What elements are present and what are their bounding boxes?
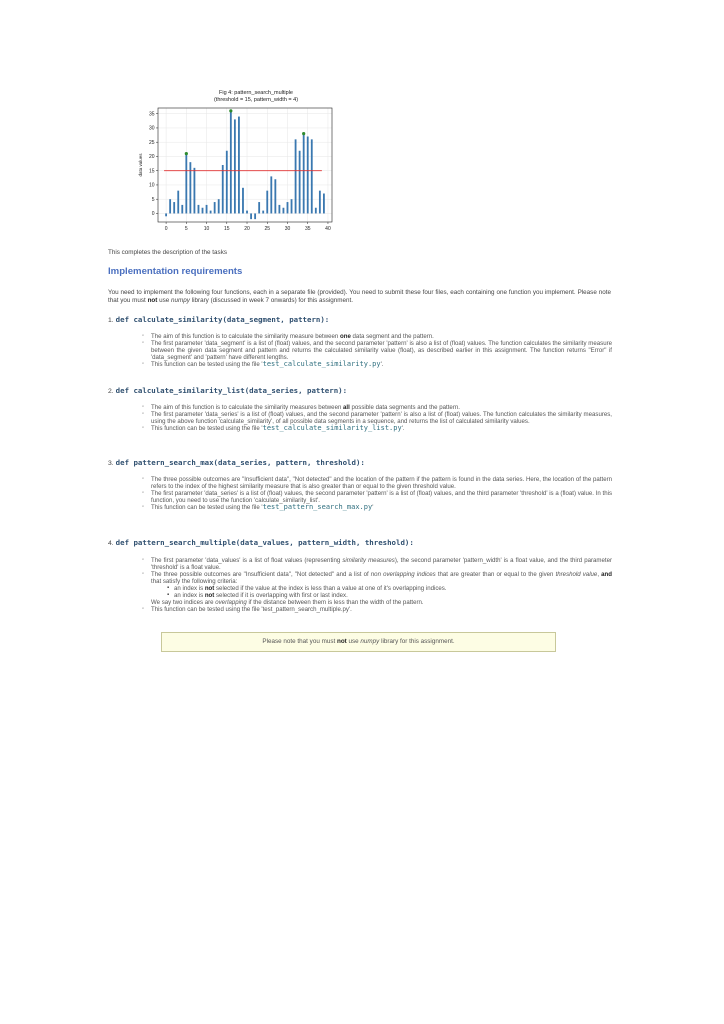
bar — [189, 162, 191, 213]
peak-marker — [229, 109, 232, 112]
intro-text-a: You need to implement the following four functions, each in a separate file (provided). You need to submit these four files, each containing one function you implement. Please note that you must — [108, 289, 611, 304]
text-span: This function can be tested using the file ' — [151, 361, 263, 368]
y-tick-label: 0 — [151, 211, 155, 218]
bold-span: one — [340, 333, 351, 340]
bar — [206, 205, 208, 214]
figure-pattern-search-multiple — [136, 90, 336, 235]
bar — [181, 205, 183, 214]
intro-not: not — [147, 296, 158, 304]
y-tick-label: 5 — [151, 196, 155, 203]
bar — [307, 137, 309, 214]
italic-span: non overlapping indices — [370, 571, 436, 578]
intro-text-c: library (discussed in week 7 onwards) for this assignment. — [189, 296, 354, 304]
bar — [202, 208, 204, 214]
x-tick-label: 0 — [164, 226, 168, 232]
list-item — [142, 404, 612, 411]
bar — [250, 213, 252, 219]
bar — [214, 202, 216, 213]
bar — [169, 199, 171, 213]
text-span: data segment and the pattern. — [350, 333, 434, 340]
bar — [299, 151, 301, 214]
text-span: We say two indices are — [151, 599, 216, 606]
x-tick-label: 25 — [264, 226, 271, 232]
bar — [303, 134, 305, 214]
function-1-bullets — [142, 333, 612, 368]
bold-span: all — [343, 404, 350, 411]
bar — [274, 179, 276, 213]
y-tick-label: 30 — [148, 125, 155, 132]
text-span: library for this assignment. — [379, 638, 455, 645]
list-item — [167, 585, 612, 592]
function-3-signature: def pattern_search_max(data_series, pattern, threshold): — [115, 458, 365, 467]
intro-paragraph — [108, 289, 611, 304]
numpy-note-box — [161, 632, 556, 652]
function-2-number: 2. — [108, 388, 114, 395]
function-3-heading — [108, 458, 365, 467]
text-span: selected if it is overlapping with first or last index. — [214, 592, 348, 599]
text-span: ' — [372, 504, 374, 511]
text-span: selected if the value at the index is less than a value at one of it's overlapping indices. — [214, 585, 447, 592]
bar — [295, 139, 297, 213]
y-tick-label: 35 — [148, 111, 155, 118]
bar — [194, 168, 196, 214]
text-span: This function can be tested using the file ' — [151, 504, 263, 511]
x-tick-label: 20 — [244, 226, 250, 232]
bold-span: not — [336, 638, 347, 645]
peak-marker — [185, 152, 188, 155]
text-span: , — [597, 571, 602, 578]
test-file-name: test_calculate_similarity.py — [262, 360, 381, 368]
bar — [226, 151, 228, 214]
bar — [270, 176, 272, 213]
peak-marker — [302, 132, 305, 135]
x-tick-label: 35 — [304, 226, 311, 232]
function-4-number: 4. — [108, 540, 114, 547]
bar — [319, 191, 321, 214]
bar — [198, 205, 200, 214]
bar — [210, 211, 212, 214]
text-span: that are greater than or equal to the given — [435, 571, 556, 578]
x-tick-label: 40 — [325, 226, 331, 232]
completes-text: This completes the description of the tasks — [108, 249, 227, 256]
bar — [283, 208, 285, 214]
text-span: This function can be tested using the file ' — [151, 425, 263, 432]
bar-chart — [136, 90, 336, 235]
text-span: use — [346, 638, 361, 645]
bold-span: not — [204, 592, 215, 599]
list-item: ◦ The first parameter 'data_series' is a list of (float) values, the second parameter 'pattern' is a list of (float) values, and the third parameter 'threshold' is a (float) value. In this function, you need to use the function 'calculate_similarity_list'. — [142, 490, 612, 504]
bar — [291, 199, 293, 213]
list-item: ◦ The first parameter 'data_series' is a list of (float) values, and the second parameter 'pattern' is also a list of (float) values. The function calculates the similarity measures, using the above function 'calculate_similarity', of all possible data segments in a sequence, and returns the list of calculated similarity values. — [142, 411, 612, 425]
bar — [234, 119, 236, 213]
bar — [165, 213, 167, 216]
text-span: possible data segments and the pattern. — [349, 404, 460, 411]
bar — [222, 165, 224, 213]
bar — [173, 202, 175, 213]
bar — [258, 202, 260, 213]
bar — [315, 208, 317, 214]
test-file-name: test_pattern_search_max.py — [262, 503, 373, 511]
function-2-heading — [108, 386, 347, 395]
figure-title-line1: Fig 4: pattern_search_multiple — [219, 90, 293, 96]
text-span: an index is — [174, 592, 205, 599]
text-span: The aim of this function is to calculate the similarity measure between — [151, 333, 340, 340]
list-item: ◦ The three possible outcomes are "Insufficient data", "Not detected" and the location of the pattern if the pattern is found in the data series. Here, the location of the pattern refers to the index of the highest similarity measure that is also greater than or equal to the given threshold value. — [142, 476, 612, 490]
list-item — [142, 425, 612, 432]
bar — [311, 139, 313, 213]
italic-span: overlapping — [215, 599, 247, 606]
text-span: that satisfy the following criteria: — [151, 578, 238, 585]
x-tick-label: 15 — [224, 226, 230, 232]
text-span: '. — [380, 361, 384, 368]
function-1-heading — [108, 315, 329, 324]
bar — [242, 188, 244, 214]
bold-span: not — [204, 585, 215, 592]
bar — [218, 199, 220, 213]
function-2-signature: def calculate_similarity_list(data_series, pattern): — [115, 386, 348, 395]
list-item — [142, 361, 612, 368]
plot-frame — [158, 108, 332, 222]
criteria-list — [151, 585, 612, 599]
text-span: ), the second parameter 'pattern_width' is a float value, and the third parameter 'threshold' is a float value. — [151, 557, 612, 571]
intro-text-b: use — [157, 296, 172, 304]
list-item — [142, 571, 612, 606]
bar — [254, 213, 256, 219]
text-span: The three possible outcomes are "Insufficient data", "Not detected" and a list of — [151, 571, 371, 578]
italic-span: numpy — [360, 638, 380, 645]
section-heading: Implementation requirements — [108, 266, 243, 277]
list-item — [142, 557, 612, 571]
function-3-bullets — [142, 476, 612, 511]
bar — [230, 111, 232, 214]
function-4-heading — [108, 538, 414, 547]
function-4-bullets — [142, 557, 612, 613]
x-tick-label: 10 — [203, 226, 210, 232]
test-file-name: test_calculate_similarity_list.py — [262, 424, 402, 432]
list-item — [142, 333, 612, 340]
bold-span: and — [601, 571, 612, 578]
x-tick-label: 30 — [284, 226, 291, 232]
text-span: an index is — [174, 585, 205, 592]
italic-span: threshold value — [555, 571, 598, 578]
intro-numpy: numpy — [171, 296, 190, 304]
y-tick-label: 10 — [148, 182, 155, 189]
bar — [185, 154, 187, 214]
figure-title-line2: (threshold = 15, pattern_width = 4) — [213, 97, 299, 103]
bar — [323, 194, 325, 214]
list-item: ◦ This function can be tested using the file 'test_pattern_search_multiple.py'. — [142, 606, 612, 613]
function-1-signature: def calculate_similarity(data_segment, pattern): — [115, 315, 330, 324]
overlap-definition — [151, 599, 612, 606]
function-1-number: 1. — [108, 317, 114, 324]
y-tick-label: 15 — [148, 168, 155, 175]
function-4-signature: def pattern_search_multiple(data_values, pattern_width, threshold): — [115, 538, 414, 547]
bar — [177, 191, 179, 214]
text-span: '. — [401, 425, 405, 432]
bar — [278, 205, 280, 214]
x-tick-label: 5 — [184, 226, 188, 232]
function-3-number: 3. — [108, 460, 114, 467]
bar — [246, 211, 248, 214]
bar — [287, 202, 289, 213]
bar — [238, 117, 240, 214]
function-2-bullets — [142, 404, 612, 432]
text-span: Please note that you must — [262, 638, 337, 645]
text-span: The first parameter 'data_values' is a list of float values (representing — [151, 557, 343, 564]
text-span: if the distance between them is less than the width of the pattern. — [246, 599, 424, 606]
bar — [266, 191, 268, 214]
text-span: The aim of this function is to calculate the similarity measures between — [151, 404, 344, 411]
y-tick-label: 20 — [148, 154, 155, 161]
list-item: ◦ The first parameter 'data_segment' is a list of (float) values, and the second parameter 'pattern' is also a list of (float) values. The function calculates the similarity measure between the given data segment and pattern and returns the calculated similarity value (float), as described earlier in this assignment. The function returns "Error" if 'data_segment' and 'pattern' have different lengths. — [142, 340, 612, 361]
list-item — [167, 592, 612, 599]
y-tick-label: 25 — [148, 139, 155, 146]
list-item — [142, 504, 612, 511]
italic-span: similarity measures — [342, 557, 395, 564]
bar — [262, 211, 264, 214]
y-axis-label: data values — [138, 153, 143, 177]
